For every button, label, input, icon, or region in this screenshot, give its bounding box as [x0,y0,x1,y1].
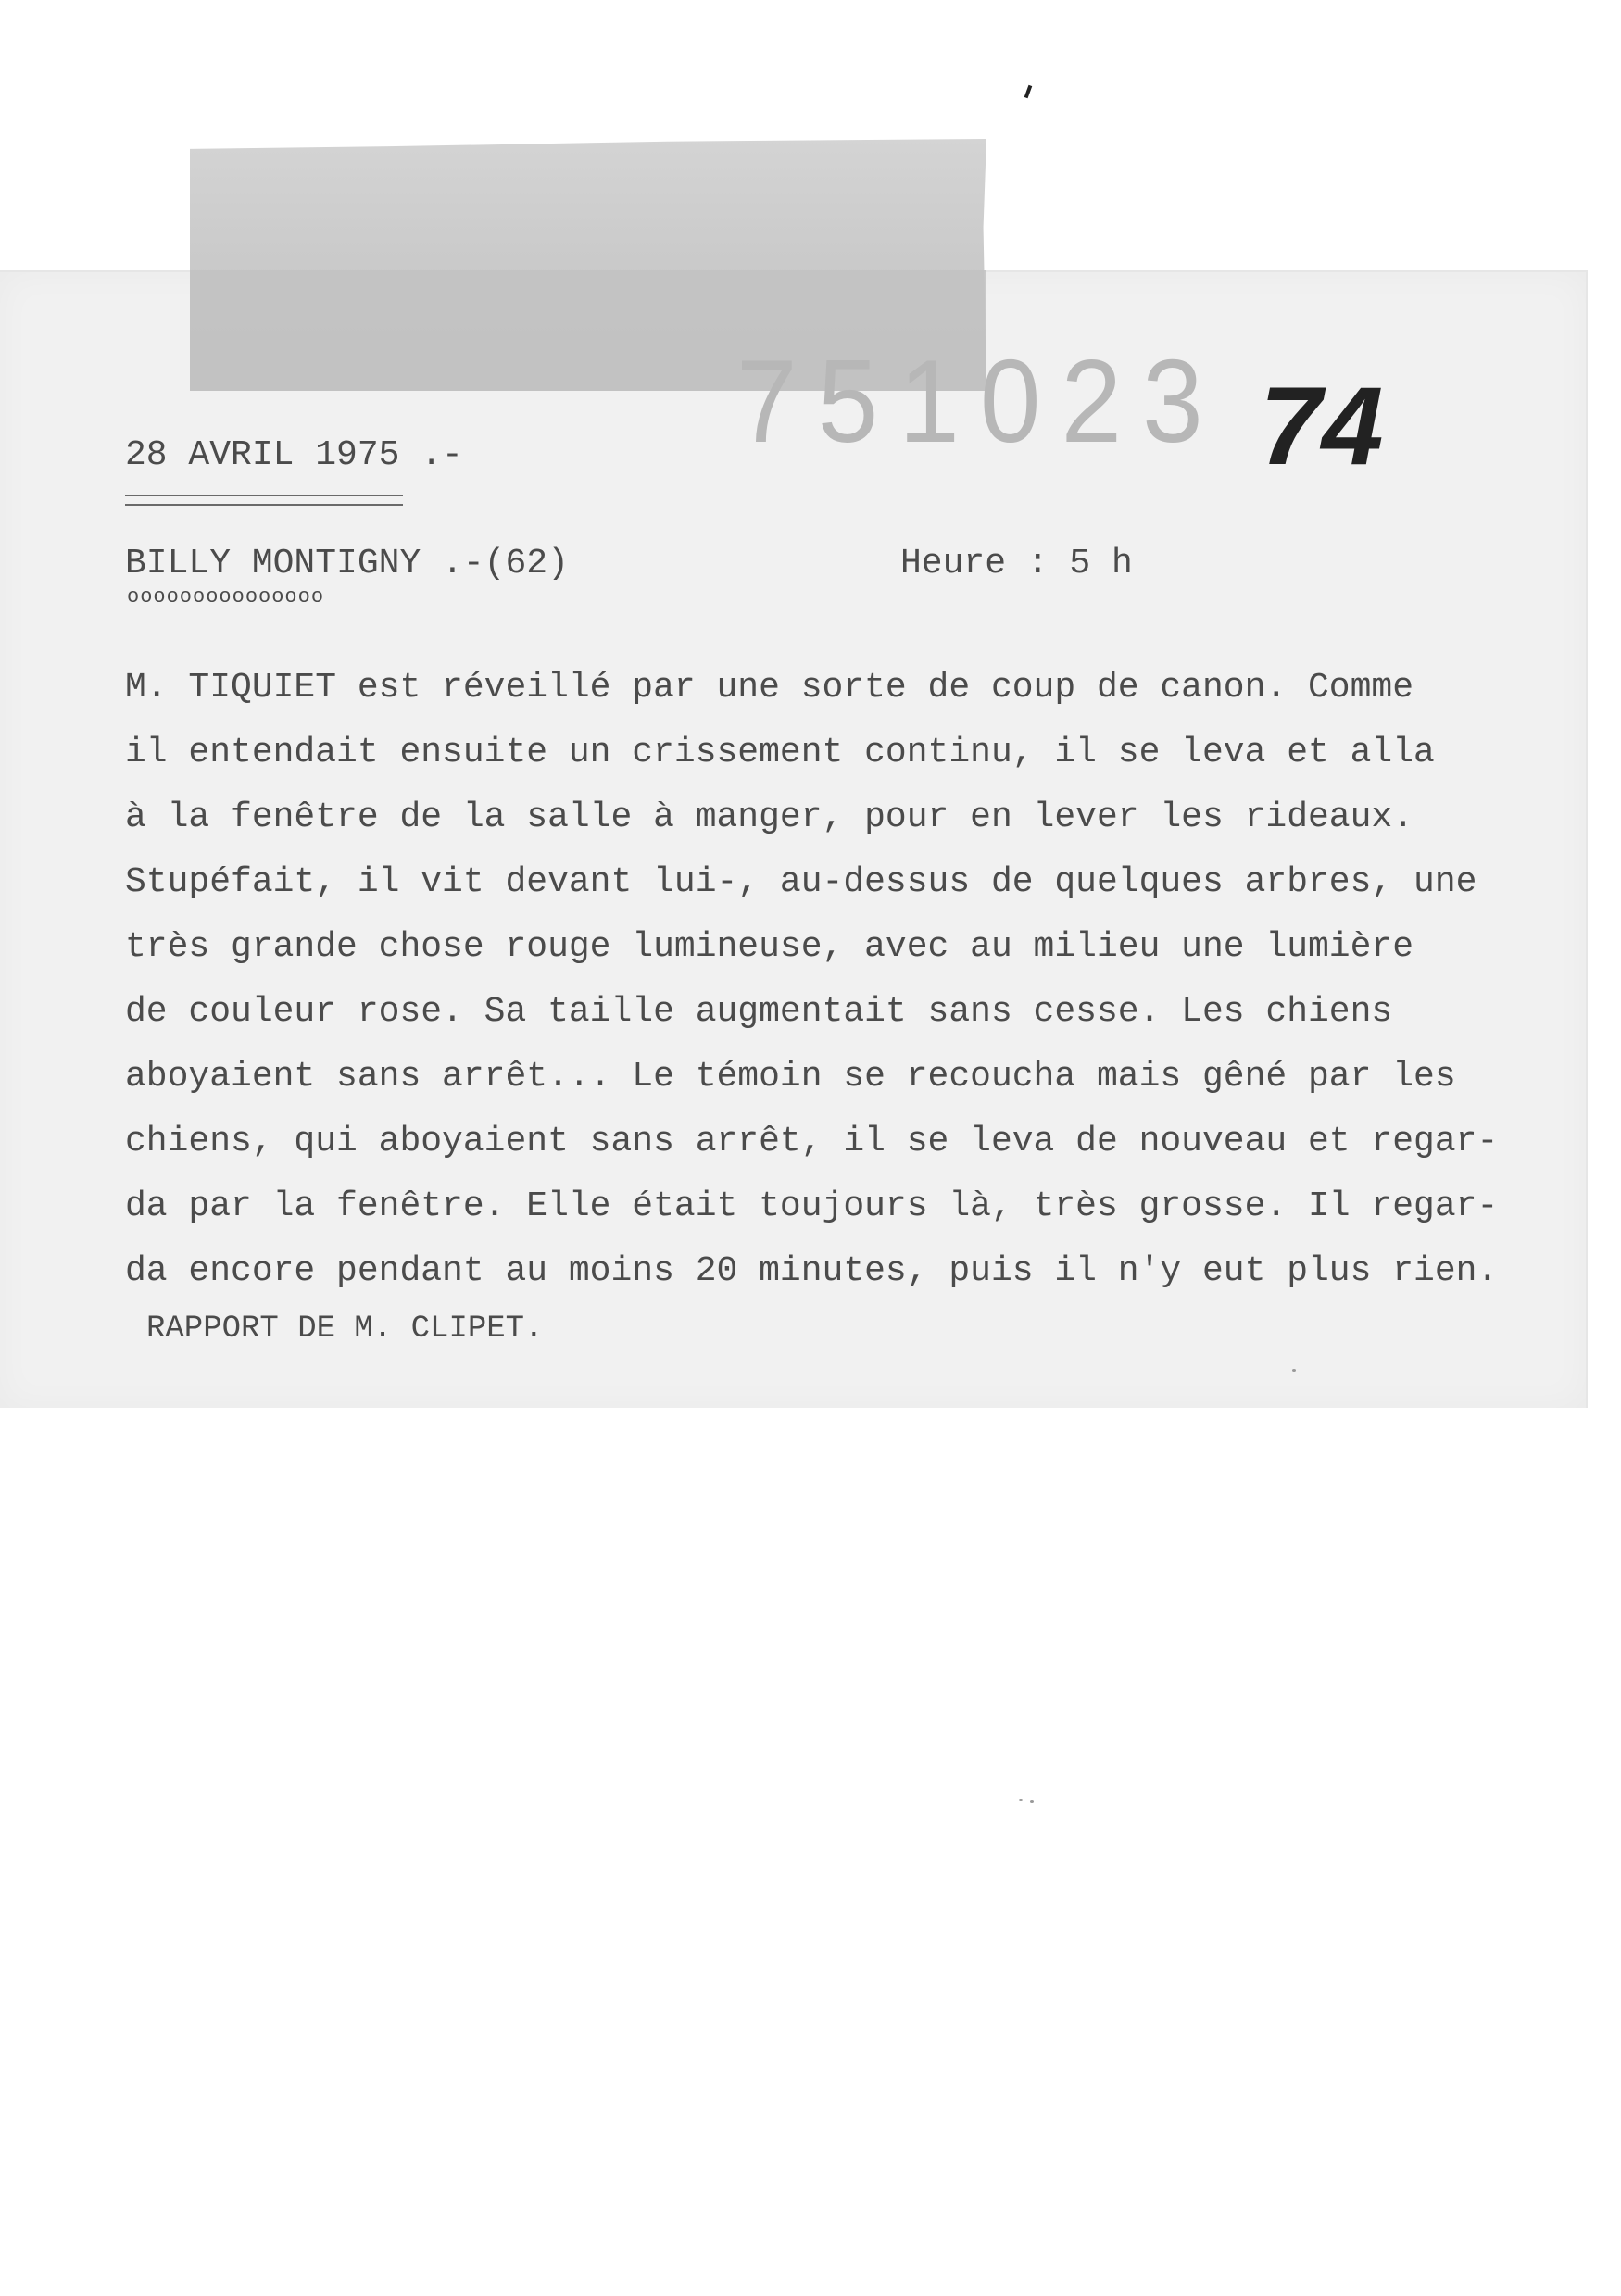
paper-speck [1019,1799,1023,1801]
body-line: M. TIQUIET est réveillé par une sorte de coup de canon. Comme [125,668,1414,708]
body-line: à la fenêtre de la salle à manger, pour en lever les rideaux. [125,797,1414,837]
body-line: chiens, qui aboyaient sans arrêt, il se leva de nouveau et regar- [125,1122,1499,1161]
archive-stamp-number: 751023 [736,335,1224,468]
archive-stamp-suffix: 74 [1260,364,1384,488]
body-line: très grande chose rouge lumineuse, avec au milieu une lumière [125,927,1414,967]
body-line: de couleur rose. Sa taille augmentait sans cesse. Les chiens [125,992,1393,1032]
report-body [125,656,1570,1304]
body-line: il entendait ensuite un crissement continu, il se leva et alla [125,733,1435,772]
paper-speck [1292,1369,1296,1372]
location-underline: ooooooooooooooo [127,585,325,609]
report-hour: Heure : 5 h [900,544,1133,583]
body-line: da par la fenêtre. Elle était toujours là, très grosse. Il regar- [125,1186,1499,1226]
paper-speck [1030,1800,1034,1803]
report-date: 28 AVRIL 1975 .- [125,435,463,475]
date-double-underline [125,495,403,506]
body-line: aboyaient sans arrêt... Le témoin se recoucha mais gêné par les [125,1057,1456,1097]
body-line: da encore pendant au moins 20 minutes, puis il n'y eut plus rien. [125,1251,1499,1291]
pen-tick-mark [1024,85,1033,99]
report-location: BILLY MONTIGNY .-(62) [125,544,569,583]
body-line: Stupéfait, il vit devant lui-, au-dessus de quelques arbres, une [125,862,1477,902]
report-signature: RAPPORT DE M. CLIPET. [146,1311,544,1347]
